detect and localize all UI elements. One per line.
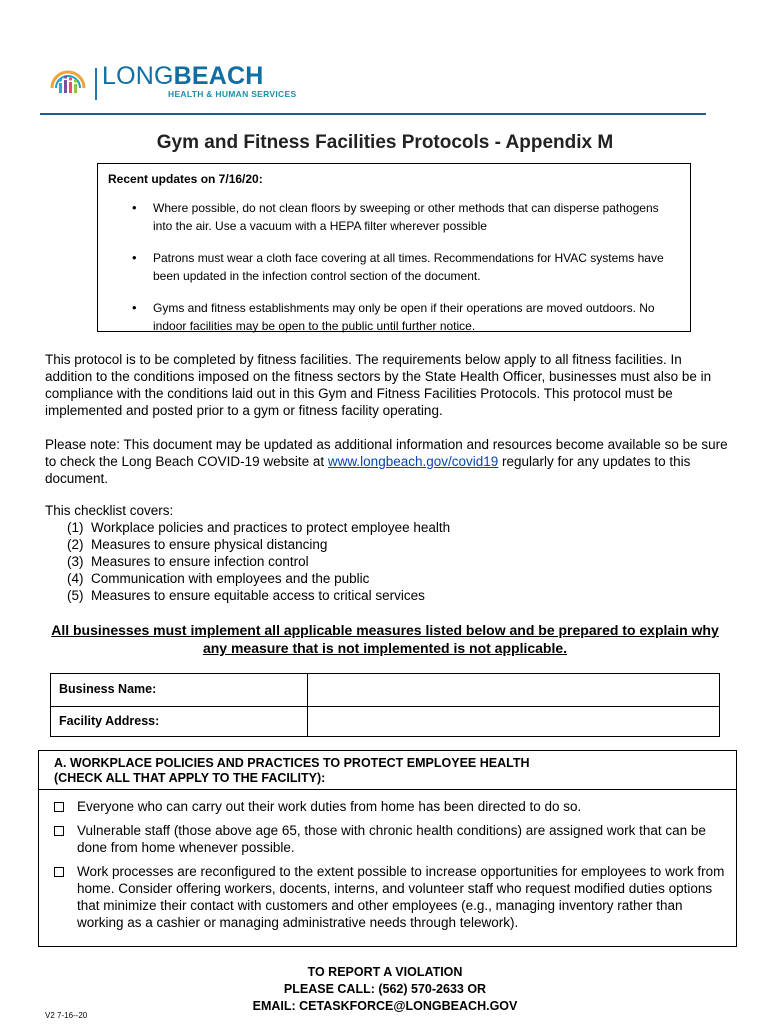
checkbox[interactable] — [54, 802, 64, 812]
checklist-item-text: Work processes are reconfigured to the extent possible to increase opportunities for employees to work from home. Consider offering workers, docents, interns, and volunteer staff who request modified duties options that minimize their contact with customers and other employees (e.g., managing inventory rather than working as a cashier or managing administrative needs through telework). — [77, 864, 725, 930]
intro-paragraph: This protocol is to be completed by fitness facilities. The requirements below apply to all fitness facilities. In addition to the conditions imposed on the fitness sectors by the State Health Officer, businesses must also be in compliance with the conditions laid out in this Gym and Fitness Facilities Protocols. This protocol must be implemented and posted prior to a gym or fitness facility operating. — [45, 352, 712, 418]
update-item: • Where possible, do not clean floors by sweeping or other methods that can disperse pathogens into the air. Use a vacuum with a HEPA filter wherever possible — [153, 199, 673, 235]
long-beach-logo — [46, 62, 297, 104]
covers-item — [67, 536, 327, 553]
note-paragraph — [45, 436, 731, 487]
checkbox[interactable] — [54, 826, 64, 836]
checklist-item-text: Everyone who can carry out their work duties from home has been directed to do so. — [77, 799, 582, 814]
business-name-field[interactable] — [308, 674, 719, 705]
covers-item — [67, 587, 425, 604]
section-a-heading-line1: A. WORKPLACE POLICIES AND PRACTICES TO PROTECT EMPLOYEE HEALTH — [54, 756, 530, 770]
section-a-heading — [39, 751, 736, 790]
facility-address-field[interactable] — [308, 707, 719, 738]
checklist-item — [54, 822, 729, 856]
business-info-table — [50, 673, 720, 737]
checklist-item — [54, 798, 729, 815]
report-email: EMAIL: CETASKFORCE@LONGBEACH.GOV — [252, 999, 518, 1013]
covers-item-number: (4) — [67, 571, 84, 586]
covers-item-number: (3) — [67, 554, 84, 569]
page-title: Gym and Fitness Facilities Protocols - Appendix M — [156, 132, 614, 153]
covers-item-text: Workplace policies and practices to protect employee health — [91, 520, 451, 535]
recent-updates-box — [97, 163, 691, 332]
note-text-before: Please note: This document may be updated as additional information and resources become available so be sure to check the Long Beach COVID-19 website at — [45, 437, 728, 469]
checklist-covers-title: This checklist covers: — [45, 503, 174, 518]
covers-item-text: Measures to ensure equitable access to critical services — [91, 588, 425, 603]
note-text-after: regularly for any updates to this document. — [45, 454, 691, 486]
checklist-item — [54, 863, 729, 931]
covers-item-text: Communication with employees and the public — [91, 571, 370, 586]
logo-wordmark — [102, 61, 264, 91]
covers-item — [67, 519, 450, 536]
update-item: • Gyms and fitness establishments may only be open if their operations are moved outdoors. No indoor facilities may be open to the public until further notice. — [153, 299, 673, 335]
report-phone: PLEASE CALL: (562) 570-2633 OR — [283, 982, 487, 996]
logo-long: LONG — [102, 62, 174, 90]
header-rule — [40, 113, 706, 115]
logo-subtitle: HEALTH & HUMAN SERVICES — [168, 89, 297, 99]
covers-item-text: Measures to ensure infection control — [91, 554, 309, 569]
checkbox[interactable] — [54, 867, 64, 877]
logo-divider — [95, 68, 97, 100]
covers-item-text: Measures to ensure physical distancing — [91, 537, 328, 552]
mandate-statement: All businesses must implement all applicable measures listed below and be prepared to explain why any measure that is not implemented is not applicable. — [51, 622, 719, 656]
logo-people-icon — [46, 66, 90, 100]
section-a-checklist — [38, 750, 737, 947]
facility-address-label: Facility Address: — [59, 714, 160, 728]
covers-item-number: (2) — [67, 537, 84, 552]
covers-item — [67, 553, 309, 570]
covers-item — [67, 570, 369, 587]
business-name-label: Business Name: — [59, 682, 157, 696]
version-label: V2 7-16--20 — [45, 1011, 88, 1020]
covers-item-number: (1) — [67, 520, 84, 535]
logo-beach: BEACH — [173, 62, 264, 90]
recent-updates-heading: Recent updates on 7/16/20: — [108, 172, 263, 186]
covid19-website-link[interactable]: www.longbeach.gov/covid19 — [327, 454, 499, 469]
update-item: • Patrons must wear a cloth face covering at all times. Recommendations for HVAC systems have been updated in the infection control section of the document. — [153, 249, 673, 285]
checklist-item-text: Vulnerable staff (those above age 65, those with chronic health conditions) are assigned work that can be done from home whenever possible. — [77, 823, 706, 855]
report-line1: TO REPORT A VIOLATION — [307, 965, 463, 979]
covers-item-number: (5) — [67, 588, 84, 603]
report-violation-footer — [0, 964, 770, 1015]
section-a-heading-line2: (CHECK ALL THAT APPLY TO THE FACILITY): — [54, 771, 326, 785]
